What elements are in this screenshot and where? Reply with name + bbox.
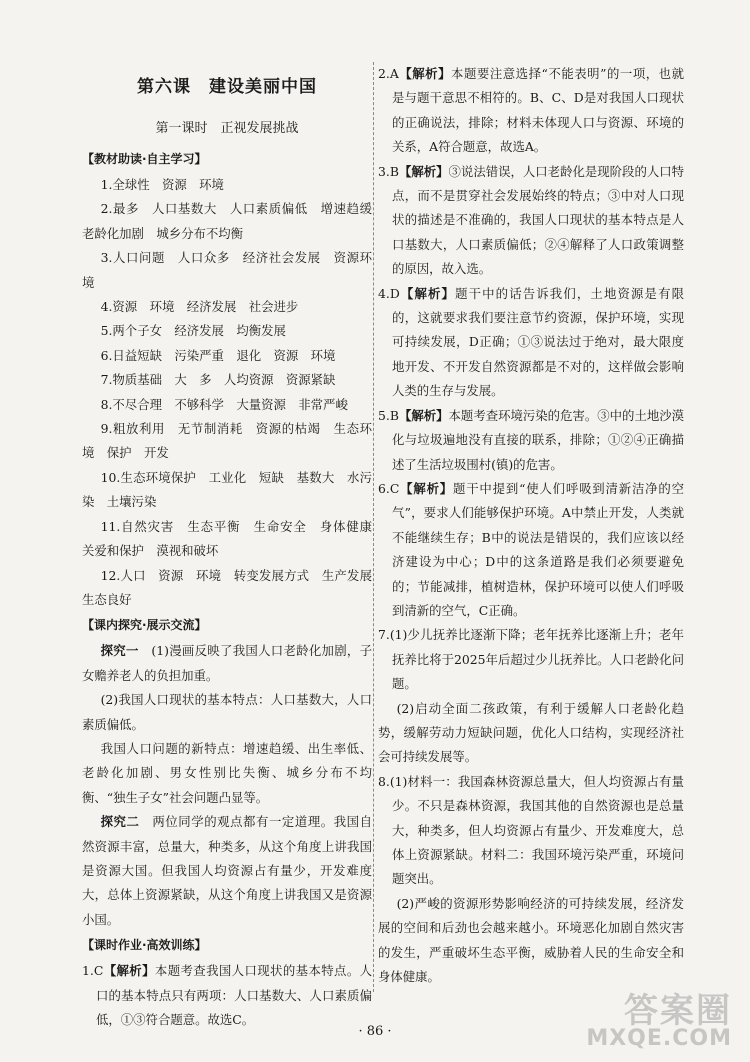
question-2-analysis: 本题要注意选择“不能表明”的一项，也就是与题干意思不相符的。B、C、D是对我国人口现状的正确说法，排除；材料未体现人口与资源、环境的关系，A符合题意，故选A。	[392, 66, 685, 155]
analysis-tag: 【解析】	[398, 163, 449, 179]
sub-title: 第一课时 正视发展挑战	[155, 121, 299, 136]
answer-item-5: 5.两个子女 经济发展 均衡发展	[100, 323, 286, 339]
inquiry-two	[82, 810, 372, 932]
answer-item-11: 11.自然灾害 生态平衡 生命安全 身体健康 关爱和保护 漠视和破坏	[82, 518, 385, 559]
answer-item-12: 12.人口 资源 环境 转变发展方式 生产发展 生态良好	[82, 567, 385, 607]
answer-item-2: 2.最多 人口基数大 人口素质偏低 增速趋缓 老龄化加剧 城乡分布不均衡	[82, 201, 385, 241]
analysis-tag: 【解析】	[399, 480, 453, 496]
question-4-choice: 4.D	[378, 285, 400, 301]
site-watermark	[586, 991, 732, 1051]
question-6-analysis: 题干中提到“使人们呼吸到清新洁净的空气”，要求人们能够保护环境。A中禁止开发，人类就不能继续生存；B中的说法是错误的，我们应该以经济建设为中心；D中的这条道路是我们必须要避免的；节能减排，植树造林，保护环境可以使人们呼吸到清新的空气，C正确。	[392, 480, 684, 618]
question-8-part1: 8.(1)材料一：我国森林资源总量大，但人均资源占有量少。不只是森林资源，我国其他的自然资源也是总量大，种类多，但人均资源占有量少、开发难度大，总体上资源紧缺。材料二：我国环境污染严重，环境问题突出。	[378, 773, 684, 887]
inquiry-one	[82, 639, 372, 688]
question-8-part2: (2)严峻的资源形势影响经济的可持续发展，经济发展的空间和后劲也会越来越小。环境恶化加剧自然灾害的发生，严重破坏生态平衡，威胁着人民的生命安全和身体健康。	[378, 895, 684, 985]
question-1-analysis: 本题考查我国人口现状的基本特点。人口的基本特点只有两项：人口基数大、人口素质偏低，①③符合题意。故选C。	[96, 963, 373, 1027]
page-number: · 86 ·	[358, 1024, 392, 1039]
question-7-part2: (2)启动全面二孩政策，有利于缓解人口老龄化趋势，缓解劳动力短缺问题，优化人口结构，实现经济社会可持续发展等。	[378, 700, 684, 765]
answer-item-6: 6.日益短缺 污染严重 退化 资源 环境	[100, 347, 336, 363]
answer-item-8: 8.不尽合理 不够科学 大量资源 非常严峻	[100, 396, 348, 412]
watermark-line-2: MXQE.COM	[586, 1026, 732, 1051]
left-column	[82, 62, 385, 1032]
question-1-answer	[82, 959, 372, 1032]
inquiry-one-label: 探究一	[100, 643, 139, 659]
question-4-analysis: 题干中的话告诉我们，土地资源是有限的，这就要求我们要注意节约资源，保护环境，实现可持续发展，D正确；①③说法过于绝对，最大限度地开发、不开发自然资源都是不对的，这样做会影响人类的生存与发展。	[392, 285, 685, 399]
analysis-tag: 【解析】	[103, 963, 155, 979]
question-3-answer	[378, 160, 684, 282]
question-5-choice: 5.B	[378, 407, 399, 423]
inquiry-one-part3: 我国人口问题的新特点：增速趋缓、出生率低、老龄化加剧、男女性别比失衡、城乡分布不均衡、“独生子女”社会问题凸显等。	[82, 740, 372, 805]
right-column	[378, 62, 684, 989]
answer-item-10: 10.生态环境保护 工业化 短缺 基数大 水污染 土壤污染	[82, 469, 372, 510]
question-6-answer	[378, 477, 684, 623]
inquiry-two-text: 两位同学的观点都有一定道理。我国自然资源丰富，总量大，种类多，从这个角度上讲我国是资源大国。但我国人均资源占有量少，开发难度大，总体上资源紧缺，从这个角度上讲我国又是资源小国。	[82, 814, 373, 927]
analysis-tag: 【解析】	[398, 66, 452, 81]
inquiry-one-part2: (2)我国人口现状的基本特点：人口基数大，人口素质偏低。	[82, 692, 372, 732]
answer-item-7: 7.物质基础 大 多 人均资源 资源紧缺	[100, 372, 336, 388]
answer-item-9: 9.粗放利用 无节制消耗 资源的枯竭 生态环境 保护 开发	[82, 421, 372, 461]
section-heading-homework: 【课时作业·高效训练】	[82, 938, 207, 953]
question-3-analysis: ③说法错误，人口老龄化是现阶段的人口特点，而不是贯穿社会发展始终的特点；③中对人口现状的描述是不准确的，我国人口现状的基本特点是人口基数大，人口素质偏低；②④解释了人口政策调整的原因，故入选。	[392, 163, 685, 277]
question-3-choice: 3.B	[378, 163, 399, 179]
question-1-choice: 1.C	[82, 963, 104, 979]
answer-item-3: 3.人口问题 人口众多 经济社会发展 资源环境	[82, 250, 372, 290]
analysis-tag: 【解析】	[399, 285, 456, 301]
analysis-tag: 【解析】	[398, 407, 449, 423]
inquiry-one-text: (1)漫画反映了我国人口老龄化加剧，子女赡养老人的负担加重。	[82, 643, 373, 683]
section-heading-self-study: 【教材助读·自主学习】	[82, 152, 207, 166]
question-5-answer	[378, 404, 684, 477]
answer-item-4: 4.资源 环境 经济发展 社会进步	[100, 299, 299, 315]
lesson-title: 第六课 建设美丽中国	[137, 77, 317, 97]
question-2-choice: 2.A	[378, 66, 399, 81]
question-6-choice: 6.C	[378, 480, 400, 496]
section-heading-inquiry: 【课内探究·展示交流】	[82, 618, 207, 633]
question-2-answer	[378, 62, 684, 160]
inquiry-two-label: 探究二	[100, 814, 140, 830]
question-4-answer	[378, 282, 684, 404]
question-7-part1: 7.(1)少儿抚养比逐渐下降；老年抚养比逐渐上升；老年抚养比将于2025年后超过少儿抚养比。人口老龄化问题。	[378, 627, 684, 692]
answer-item-1: 1.全球性 资源 环境	[100, 177, 224, 192]
watermark-line-1: 答案圈	[624, 991, 732, 1031]
question-5-analysis: 本题考查环境污染的危害。③中的土地沙漠化与垃圾遍地没有直接的联系，排除；①②④正确描述了生活垃圾围村(镇)的危害。	[392, 407, 685, 472]
